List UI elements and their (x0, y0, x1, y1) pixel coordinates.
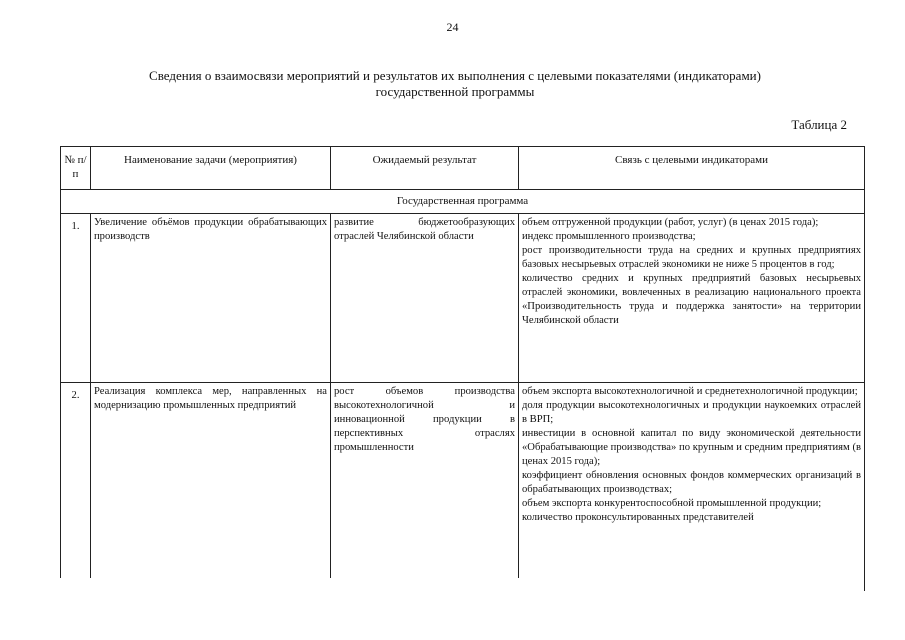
link-item: рост производительности труда на средних и крупных предприятиях базовых несырьевых отраслей экономики не ниже 5 процентов в год; (522, 245, 861, 270)
relations-table (60, 146, 865, 591)
page-number: 24 (446, 20, 459, 34)
row-number: 2. (61, 383, 91, 592)
link-item: индекс промышленного производства; (522, 231, 696, 242)
row-task: Реализация комплекса мер, направленных на модернизацию промышленных предприятий (91, 383, 331, 592)
row-number: 1. (61, 214, 91, 383)
table-row (61, 214, 865, 383)
title-line-2: государственной программы (375, 84, 535, 99)
row-links (519, 214, 865, 383)
row-result: развитие бюджетообразующих отраслей Челябинской области (331, 214, 519, 383)
table-header-row (61, 147, 865, 190)
header-task: Наименование задачи (мероприятия) (91, 147, 331, 190)
row-links (519, 383, 865, 592)
link-item: доля продукции высокотехнологичных и продукции наукоемких отраслей в ВРП; (522, 400, 861, 425)
row-task: Увеличение объёмов продукции обрабатывающих производств (91, 214, 331, 383)
link-item: количество проконсультированных представителей (522, 512, 754, 523)
header-link: Связь с целевыми индикаторами (519, 147, 865, 190)
table-label: Таблица 2 (791, 117, 847, 132)
link-item: инвестиции в основной капитал по виду экономической деятельности «Обрабатывающие производства» по крупным и средним предприятиям (в ценах 2015 года); (522, 428, 861, 467)
title-line-1: Сведения о взаимосвязи мероприятий и результатов их выполнения с целевыми показателями (индикаторами) (149, 68, 761, 83)
link-item: объем экспорта конкурентоспособной промышленной продукции; (522, 498, 822, 509)
row-result: рост объемов производства высокотехнологичной и инновационной продукции в перспективных отраслях промышленности (331, 383, 519, 592)
link-item: объем отгруженной продукции (работ, услуг) (в ценах 2015 года); (522, 217, 819, 228)
table-row (61, 383, 865, 592)
link-item: коэффициент обновления основных фондов коммерческих организаций в обрабатывающих производствах; (522, 470, 861, 495)
link-item: объем экспорта высокотехнологичной и среднетехнологичной продукции; (522, 386, 858, 397)
section-title: Государственная программа (61, 190, 865, 214)
header-result: Ожидаемый результат (331, 147, 519, 190)
page-cutoff (60, 578, 864, 640)
document-title (60, 68, 850, 100)
link-item: количество средних и крупных предприятий базовых несырьевых отраслей экономики, вовлеченных в реализацию национального проекта «Производительность труда и поддержка занятости» на территории Челябинской области (522, 273, 861, 326)
section-row (61, 190, 865, 214)
header-num: № п/п (61, 147, 91, 190)
